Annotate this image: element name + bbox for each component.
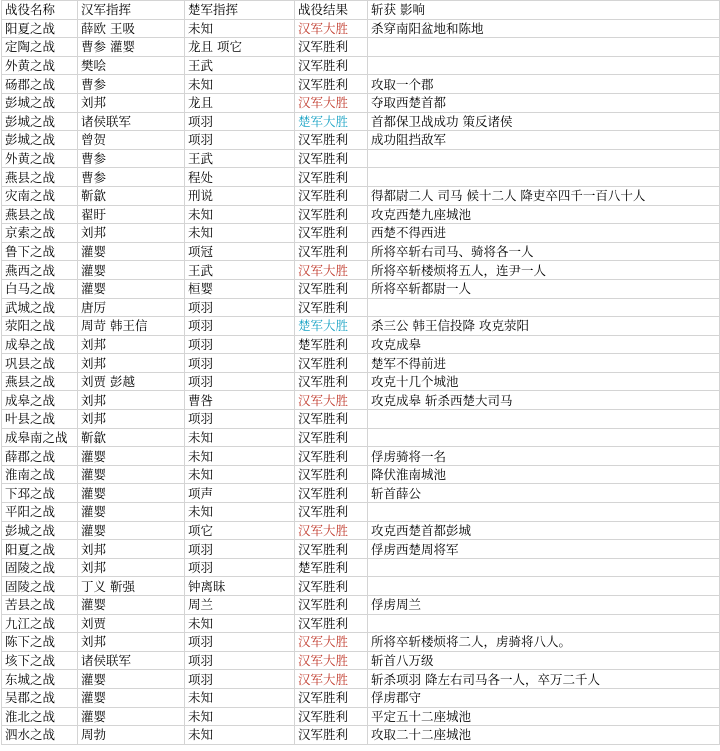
- battle-name-cell: 平阳之战: [2, 503, 78, 522]
- result-cell: 汉军胜利: [295, 205, 368, 224]
- battle-name-cell: 灾南之战: [2, 186, 78, 205]
- chu-commander-cell: 项羽: [185, 540, 295, 559]
- battle-name-cell: 成皋之战: [2, 335, 78, 354]
- result-cell: 汉军胜利: [295, 168, 368, 187]
- han-commander-cell: 靳歙: [78, 428, 185, 447]
- battle-name-cell: 定陶之战: [2, 38, 78, 57]
- result-cell: 汉军胜利: [295, 279, 368, 298]
- result-cell: 汉军胜利: [295, 726, 368, 745]
- result-cell: 汉军胜利: [295, 56, 368, 75]
- table-body: [2, 19, 720, 744]
- table-row: [2, 242, 720, 261]
- header-chu-commander: 楚军指挥: [185, 1, 295, 20]
- outcome-cell: 攻取二十二座城池: [368, 726, 720, 745]
- chu-commander-cell: 项羽: [185, 633, 295, 652]
- outcome-cell: [368, 56, 720, 75]
- table-row: [2, 19, 720, 38]
- battle-name-cell: 淮北之战: [2, 707, 78, 726]
- battle-name-cell: 京索之战: [2, 224, 78, 243]
- chu-commander-cell: 项羽: [185, 354, 295, 373]
- battle-name-cell: 淮南之战: [2, 465, 78, 484]
- battle-name-cell: 下邳之战: [2, 484, 78, 503]
- result-cell: 汉军胜利: [295, 484, 368, 503]
- outcome-cell: 西楚不得西进: [368, 224, 720, 243]
- battle-name-cell: 九江之战: [2, 614, 78, 633]
- result-cell: 汉军胜利: [295, 410, 368, 429]
- result-cell: 汉军胜利: [295, 372, 368, 391]
- outcome-cell: 首都保卫战成功 策反诸侯: [368, 112, 720, 131]
- table-row: [2, 354, 720, 373]
- result-cell: 汉军胜利: [295, 38, 368, 57]
- outcome-cell: 攻克十几个城池: [368, 372, 720, 391]
- chu-commander-cell: 程处: [185, 168, 295, 187]
- table-row: [2, 484, 720, 503]
- result-cell: 汉军大胜: [295, 19, 368, 38]
- outcome-cell: [368, 577, 720, 596]
- header-result: 战役结果: [295, 1, 368, 20]
- table-row: [2, 279, 720, 298]
- battle-name-cell: 彭城之战: [2, 521, 78, 540]
- table-row: [2, 224, 720, 243]
- han-commander-cell: 刘邦: [78, 354, 185, 373]
- chu-commander-cell: 项声: [185, 484, 295, 503]
- han-commander-cell: 曹参 灌婴: [78, 38, 185, 57]
- han-commander-cell: 灌婴: [78, 242, 185, 261]
- han-commander-cell: 曹参: [78, 75, 185, 94]
- chu-commander-cell: 项羽: [185, 372, 295, 391]
- han-commander-cell: 灌婴: [78, 521, 185, 540]
- battle-name-cell: 外黄之战: [2, 56, 78, 75]
- chu-commander-cell: 王武: [185, 261, 295, 280]
- battle-name-cell: 彭城之战: [2, 93, 78, 112]
- chu-commander-cell: 未知: [185, 614, 295, 633]
- outcome-cell: 所将卒斩楼烦将二人，虏骑将八人。: [368, 633, 720, 652]
- han-commander-cell: 刘贾 彭越: [78, 372, 185, 391]
- chu-commander-cell: 未知: [185, 75, 295, 94]
- table-row: [2, 688, 720, 707]
- chu-commander-cell: 桓婴: [185, 279, 295, 298]
- result-cell: 汉军胜利: [295, 596, 368, 615]
- han-commander-cell: 灌婴: [78, 688, 185, 707]
- chu-commander-cell: 钟离昧: [185, 577, 295, 596]
- result-cell: 汉军胜利: [295, 428, 368, 447]
- chu-commander-cell: 龙且: [185, 93, 295, 112]
- outcome-cell: 楚军不得前进: [368, 354, 720, 373]
- han-commander-cell: 丁义 靳强: [78, 577, 185, 596]
- han-commander-cell: 刘邦: [78, 335, 185, 354]
- chu-commander-cell: 项羽: [185, 317, 295, 336]
- result-cell: 汉军胜利: [295, 75, 368, 94]
- chu-commander-cell: 未知: [185, 726, 295, 745]
- battle-name-cell: 成皋之战: [2, 391, 78, 410]
- battle-name-cell: 苦县之战: [2, 596, 78, 615]
- result-cell: 汉军大胜: [295, 93, 368, 112]
- chu-commander-cell: 项羽: [185, 131, 295, 150]
- han-commander-cell: 刘贾: [78, 614, 185, 633]
- battle-name-cell: 垓下之战: [2, 651, 78, 670]
- han-commander-cell: 灌婴: [78, 670, 185, 689]
- han-commander-cell: 刘邦: [78, 558, 185, 577]
- han-commander-cell: 靳歙: [78, 186, 185, 205]
- outcome-cell: 夺取西楚首都: [368, 93, 720, 112]
- battle-table: [1, 0, 720, 745]
- han-commander-cell: 刘邦: [78, 540, 185, 559]
- result-cell: 汉军胜利: [295, 688, 368, 707]
- outcome-cell: [368, 428, 720, 447]
- outcome-cell: [368, 614, 720, 633]
- result-cell: 汉军胜利: [295, 503, 368, 522]
- chu-commander-cell: 龙且 项它: [185, 38, 295, 57]
- header-row: [2, 1, 720, 20]
- table-row: [2, 596, 720, 615]
- battle-name-cell: 鲁下之战: [2, 242, 78, 261]
- battle-name-cell: 陈下之战: [2, 633, 78, 652]
- table-row: [2, 726, 720, 745]
- outcome-cell: [368, 410, 720, 429]
- han-commander-cell: 曾贺: [78, 131, 185, 150]
- battle-name-cell: 吴郡之战: [2, 688, 78, 707]
- table-row: [2, 503, 720, 522]
- battle-name-cell: 阳夏之战: [2, 19, 78, 38]
- table-row: [2, 372, 720, 391]
- han-commander-cell: 刘邦: [78, 93, 185, 112]
- table-row: [2, 205, 720, 224]
- result-cell: 汉军胜利: [295, 707, 368, 726]
- outcome-cell: [368, 149, 720, 168]
- table-row: [2, 614, 720, 633]
- han-commander-cell: 唐厉: [78, 298, 185, 317]
- han-commander-cell: 周勃: [78, 726, 185, 745]
- battle-name-cell: 固陵之战: [2, 558, 78, 577]
- outcome-cell: 俘虏郡守: [368, 688, 720, 707]
- battle-name-cell: 武城之战: [2, 298, 78, 317]
- han-commander-cell: 灌婴: [78, 279, 185, 298]
- han-commander-cell: 薛欧 王吸: [78, 19, 185, 38]
- table-row: [2, 38, 720, 57]
- table-row: [2, 56, 720, 75]
- han-commander-cell: 樊哙: [78, 56, 185, 75]
- table-row: [2, 112, 720, 131]
- chu-commander-cell: 未知: [185, 503, 295, 522]
- result-cell: 汉军胜利: [295, 465, 368, 484]
- han-commander-cell: 灌婴: [78, 596, 185, 615]
- battle-name-cell: 燕县之战: [2, 168, 78, 187]
- battle-name-cell: 东城之战: [2, 670, 78, 689]
- chu-commander-cell: 项羽: [185, 558, 295, 577]
- battle-name-cell: 荥阳之战: [2, 317, 78, 336]
- result-cell: 汉军胜利: [295, 577, 368, 596]
- han-commander-cell: 灌婴: [78, 447, 185, 466]
- outcome-cell: 俘虏周兰: [368, 596, 720, 615]
- outcome-cell: 降伏淮南城池: [368, 465, 720, 484]
- result-cell: 汉军大胜: [295, 670, 368, 689]
- result-cell: 汉军胜利: [295, 242, 368, 261]
- chu-commander-cell: 王武: [185, 149, 295, 168]
- battle-name-cell: 巩县之战: [2, 354, 78, 373]
- battle-name-cell: 固陵之战: [2, 577, 78, 596]
- battle-name-cell: 叶县之战: [2, 410, 78, 429]
- table-row: [2, 465, 720, 484]
- han-commander-cell: 刘邦: [78, 410, 185, 429]
- chu-commander-cell: 未知: [185, 205, 295, 224]
- battle-name-cell: 燕县之战: [2, 205, 78, 224]
- result-cell: 楚军大胜: [295, 317, 368, 336]
- han-commander-cell: 刘邦: [78, 633, 185, 652]
- outcome-cell: 得都尉二人 司马 候十二人 降吏卒四千一百八十人: [368, 186, 720, 205]
- battle-name-cell: 成皋南之战: [2, 428, 78, 447]
- chu-commander-cell: 未知: [185, 447, 295, 466]
- outcome-cell: 攻取一个郡: [368, 75, 720, 94]
- table-row: [2, 298, 720, 317]
- table-row: [2, 149, 720, 168]
- han-commander-cell: 刘邦: [78, 391, 185, 410]
- han-commander-cell: 诸侯联军: [78, 651, 185, 670]
- table-row: [2, 540, 720, 559]
- outcome-cell: 攻克成皋: [368, 335, 720, 354]
- result-cell: 汉军大胜: [295, 261, 368, 280]
- outcome-cell: 俘虏西楚周将军: [368, 540, 720, 559]
- table-row: [2, 521, 720, 540]
- chu-commander-cell: 未知: [185, 688, 295, 707]
- table-row: [2, 577, 720, 596]
- outcome-cell: 攻克成皋 斩杀西楚大司马: [368, 391, 720, 410]
- chu-commander-cell: 未知: [185, 707, 295, 726]
- outcome-cell: [368, 38, 720, 57]
- chu-commander-cell: 项羽: [185, 651, 295, 670]
- battle-name-cell: 彭城之战: [2, 131, 78, 150]
- result-cell: 汉军大胜: [295, 651, 368, 670]
- han-commander-cell: 曹参: [78, 168, 185, 187]
- outcome-cell: 攻克西楚九座城池: [368, 205, 720, 224]
- han-commander-cell: 灌婴: [78, 707, 185, 726]
- chu-commander-cell: 曹咎: [185, 391, 295, 410]
- chu-commander-cell: 未知: [185, 428, 295, 447]
- header-outcome: 斩获 影响: [368, 1, 720, 20]
- result-cell: 汉军胜利: [295, 614, 368, 633]
- chu-commander-cell: 项它: [185, 521, 295, 540]
- han-commander-cell: 周苛 韩王信: [78, 317, 185, 336]
- battle-name-cell: 燕西之战: [2, 261, 78, 280]
- outcome-cell: 斩首八万级: [368, 651, 720, 670]
- table-row: [2, 447, 720, 466]
- outcome-cell: [368, 298, 720, 317]
- result-cell: 楚军胜利: [295, 558, 368, 577]
- result-cell: 汉军大胜: [295, 391, 368, 410]
- chu-commander-cell: 项羽: [185, 112, 295, 131]
- han-commander-cell: 灌婴: [78, 503, 185, 522]
- battle-name-cell: 彭城之战: [2, 112, 78, 131]
- chu-commander-cell: 项羽: [185, 670, 295, 689]
- result-cell: 汉军胜利: [295, 224, 368, 243]
- outcome-cell: 成功阻挡敌军: [368, 131, 720, 150]
- battle-name-cell: 阳夏之战: [2, 540, 78, 559]
- chu-commander-cell: 项羽: [185, 298, 295, 317]
- result-cell: 汉军胜利: [295, 149, 368, 168]
- chu-commander-cell: 项羽: [185, 335, 295, 354]
- outcome-cell: [368, 168, 720, 187]
- result-cell: 汉军大胜: [295, 633, 368, 652]
- result-cell: 汉军胜利: [295, 186, 368, 205]
- battle-name-cell: 泗水之战: [2, 726, 78, 745]
- table-row: [2, 93, 720, 112]
- table-row: [2, 168, 720, 187]
- chu-commander-cell: 刑说: [185, 186, 295, 205]
- header-han-commander: 汉军指挥: [78, 1, 185, 20]
- chu-commander-cell: 未知: [185, 19, 295, 38]
- table-row: [2, 633, 720, 652]
- result-cell: 汉军胜利: [295, 354, 368, 373]
- chu-commander-cell: 未知: [185, 465, 295, 484]
- table-row: [2, 428, 720, 447]
- result-cell: 汉军大胜: [295, 521, 368, 540]
- outcome-cell: 俘虏骑将一名: [368, 447, 720, 466]
- han-commander-cell: 诸侯联军: [78, 112, 185, 131]
- result-cell: 汉军胜利: [295, 447, 368, 466]
- result-cell: 汉军胜利: [295, 540, 368, 559]
- outcome-cell: 杀穿南阳盆地和陈地: [368, 19, 720, 38]
- chu-commander-cell: 王武: [185, 56, 295, 75]
- chu-commander-cell: 项冠: [185, 242, 295, 261]
- battle-name-cell: 白马之战: [2, 279, 78, 298]
- outcome-cell: 攻克西楚首都彭城: [368, 521, 720, 540]
- table-row: [2, 186, 720, 205]
- result-cell: 汉军胜利: [295, 131, 368, 150]
- table-row: [2, 261, 720, 280]
- chu-commander-cell: 项羽: [185, 410, 295, 429]
- result-cell: 楚军大胜: [295, 112, 368, 131]
- han-commander-cell: 灌婴: [78, 465, 185, 484]
- header-battle-name: 战役名称: [2, 1, 78, 20]
- han-commander-cell: 灌婴: [78, 261, 185, 280]
- table-row: [2, 410, 720, 429]
- table-row: [2, 131, 720, 150]
- outcome-cell: 平定五十二座城池: [368, 707, 720, 726]
- table-row: [2, 317, 720, 336]
- battle-name-cell: 砀郡之战: [2, 75, 78, 94]
- outcome-cell: 所将卒斩右司马、骑将各一人: [368, 242, 720, 261]
- chu-commander-cell: 未知: [185, 224, 295, 243]
- table-row: [2, 391, 720, 410]
- table-row: [2, 651, 720, 670]
- table-row: [2, 75, 720, 94]
- chu-commander-cell: 周兰: [185, 596, 295, 615]
- table-row: [2, 335, 720, 354]
- outcome-cell: 杀三公 韩王信投降 攻克荥阳: [368, 317, 720, 336]
- outcome-cell: [368, 558, 720, 577]
- han-commander-cell: 曹参: [78, 149, 185, 168]
- battle-name-cell: 外黄之战: [2, 149, 78, 168]
- result-cell: 汉军胜利: [295, 298, 368, 317]
- battle-name-cell: 燕县之战: [2, 372, 78, 391]
- table-row: [2, 558, 720, 577]
- result-cell: 楚军胜利: [295, 335, 368, 354]
- outcome-cell: 斩首薛公: [368, 484, 720, 503]
- han-commander-cell: 灌婴: [78, 484, 185, 503]
- han-commander-cell: 翟盱: [78, 205, 185, 224]
- table-row: [2, 707, 720, 726]
- outcome-cell: 所将卒斩楼烦将五人，连尹一人: [368, 261, 720, 280]
- outcome-cell: 斩杀项羽 降左右司马各一人，卒万二千人: [368, 670, 720, 689]
- han-commander-cell: 刘邦: [78, 224, 185, 243]
- outcome-cell: 所将卒斩都尉一人: [368, 279, 720, 298]
- outcome-cell: [368, 503, 720, 522]
- table-row: [2, 670, 720, 689]
- battle-name-cell: 薛郡之战: [2, 447, 78, 466]
